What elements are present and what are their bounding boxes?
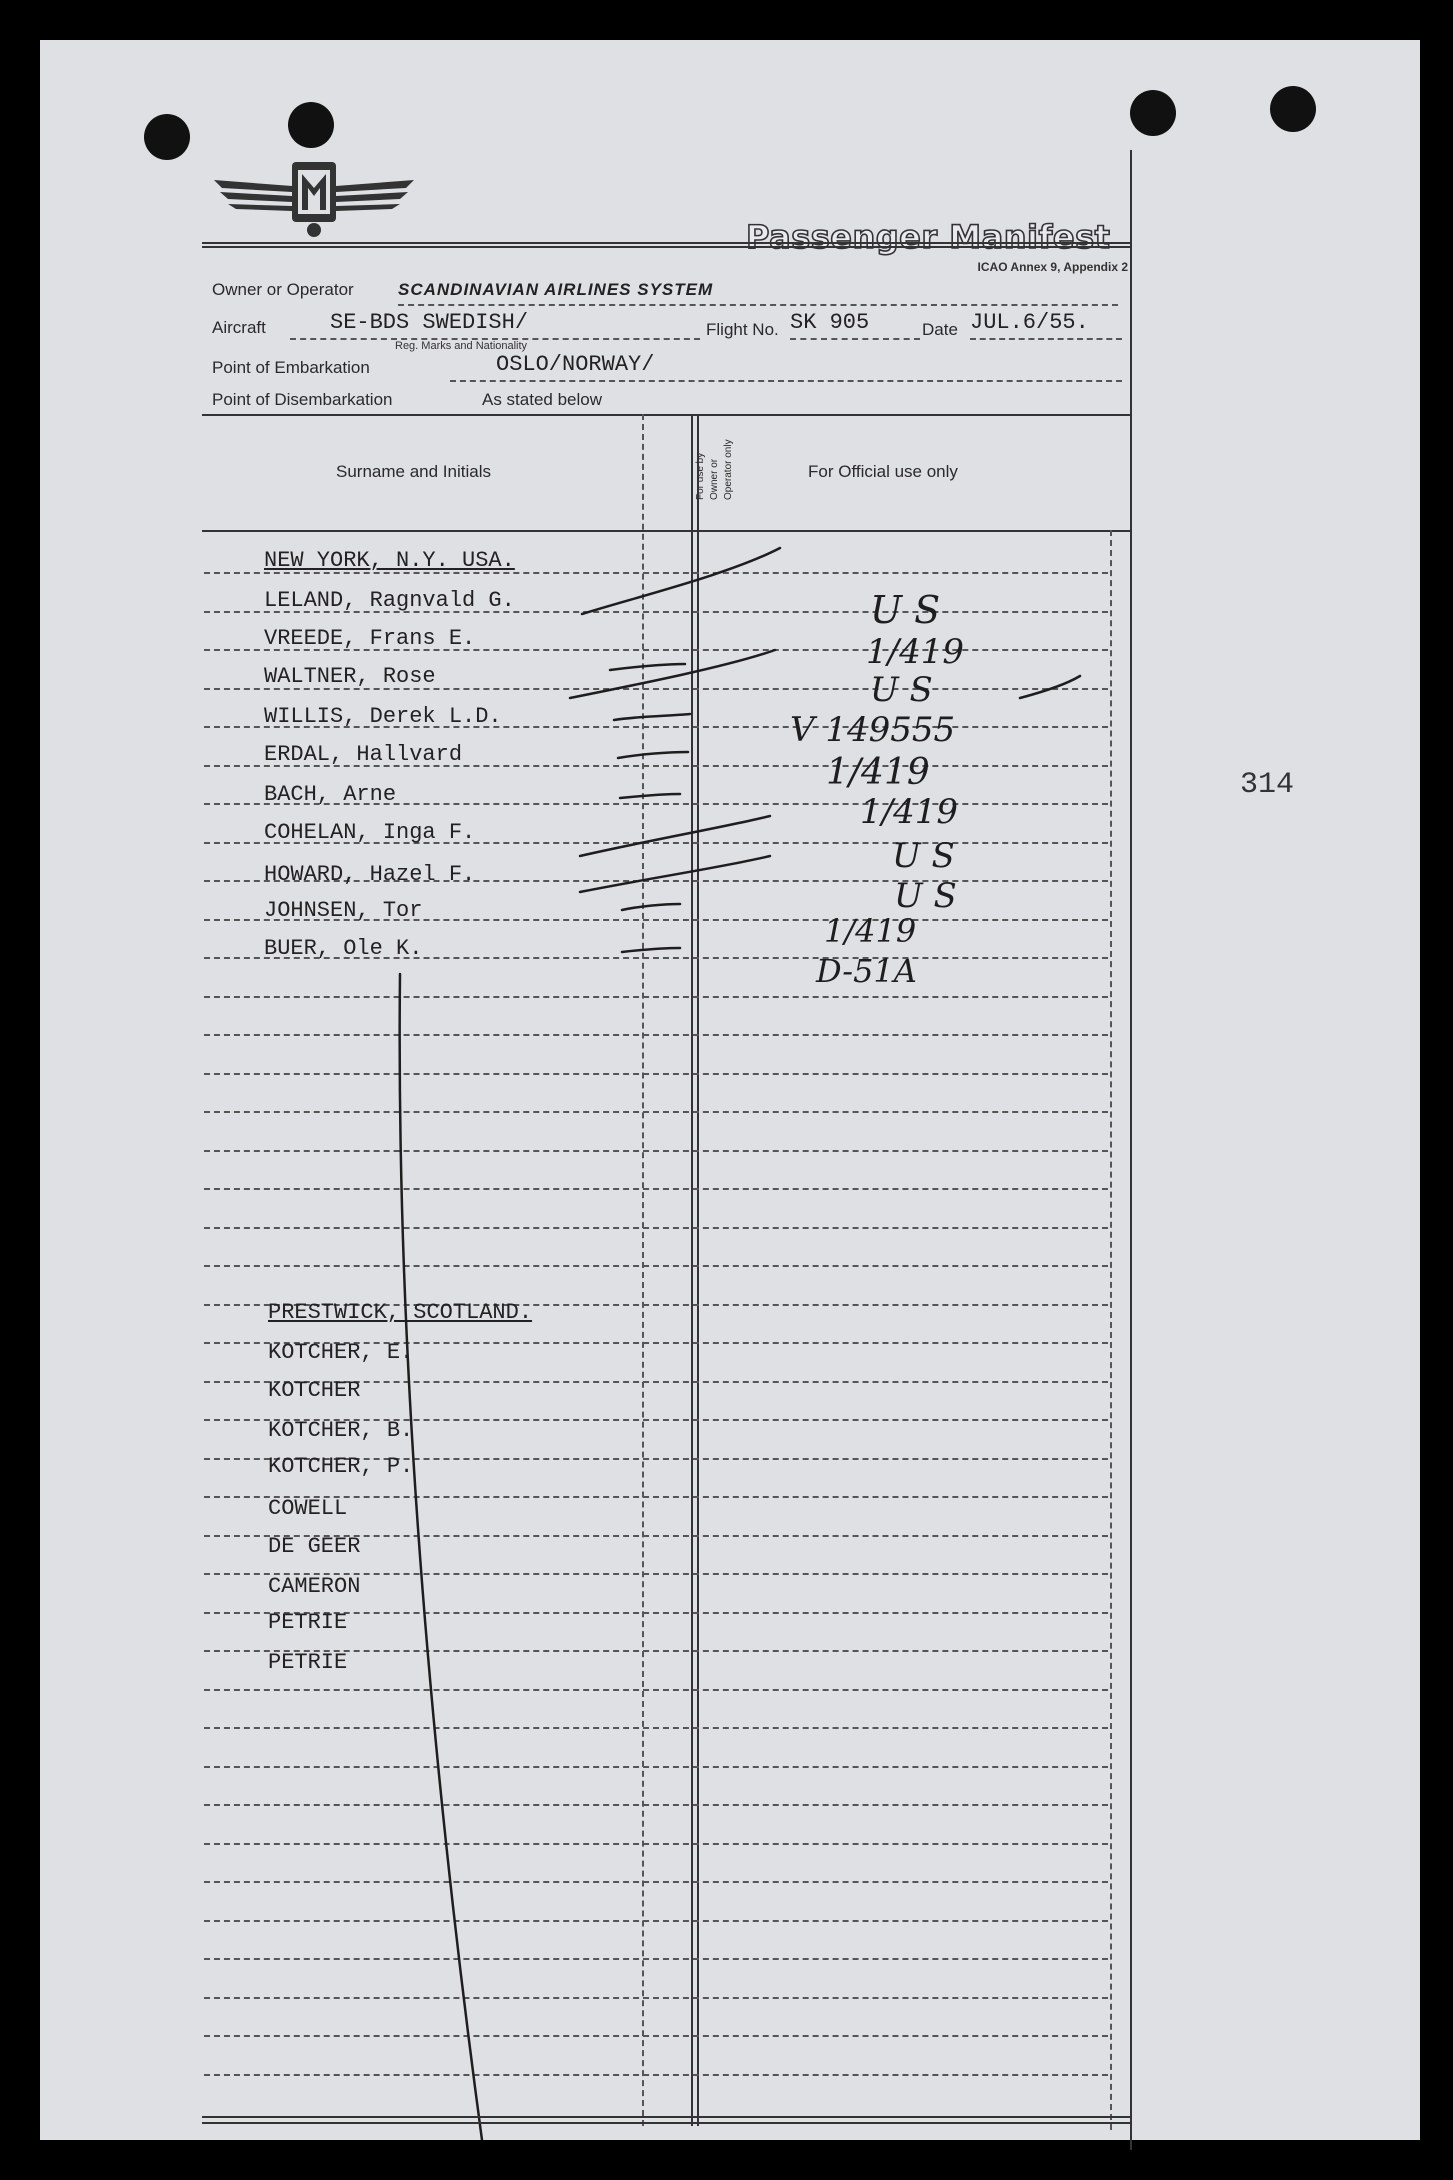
- passenger-row: COWELL: [268, 1496, 348, 1521]
- owner-label: Owner or Operator: [212, 280, 354, 299]
- passenger-row: HOWARD, Hazel F.: [264, 862, 476, 887]
- page-number: 314: [1240, 768, 1295, 802]
- passenger-row: PETRIE: [268, 1650, 348, 1675]
- disembark-label: Point of Disembarkation: [212, 390, 393, 409]
- passenger-row: KOTCHER, P.: [268, 1454, 414, 1479]
- rule: [202, 2116, 1130, 2118]
- passenger-row: KOTCHER, B.: [268, 1418, 414, 1443]
- official-note: U S: [894, 876, 957, 916]
- official-note: U S: [870, 588, 941, 632]
- manifest-page: [40, 40, 1420, 2140]
- passenger-row: JOHNSEN, Tor: [264, 898, 423, 923]
- official-note: V 149555: [790, 710, 956, 750]
- official-note: U S: [892, 836, 955, 876]
- embark-value: OSLO/NORWAY/: [496, 352, 655, 377]
- operator-header-line: For use by: [695, 452, 706, 500]
- official-note: 1/419: [860, 792, 958, 832]
- official-note: 1/419: [826, 752, 930, 793]
- aircraft-label: Aircraft: [212, 318, 266, 337]
- passenger-row: VREEDE, Frans E.: [264, 626, 476, 651]
- passenger-row: DE GEER: [268, 1534, 361, 1559]
- passenger-row: COHELAN, Inga F.: [264, 820, 476, 845]
- date-value: JUL.6/55.: [970, 310, 1089, 335]
- passenger-row: ERDAL, Hallvard: [264, 742, 463, 767]
- document-title: Passenger Manifest: [746, 218, 1111, 256]
- annex-reference: ICAO Annex 9, Appendix 2: [977, 260, 1128, 274]
- passenger-row: LELAND, Ragnvald G.: [264, 588, 515, 613]
- pen-marks: [40, 40, 1420, 2140]
- column-header-official: For Official use only: [808, 462, 958, 481]
- passenger-row: KOTCHER, E.: [268, 1340, 414, 1365]
- owner-value: SCANDINAVIAN AIRLINES SYSTEM: [398, 280, 714, 299]
- flight-value: SK 905: [790, 310, 870, 335]
- destination-heading: NEW YORK, N.Y. USA.: [264, 548, 515, 573]
- rule: [202, 2122, 1130, 2124]
- passenger-row: WILLIS, Derek L.D.: [264, 704, 502, 729]
- operator-header-line: Operator only: [723, 439, 734, 500]
- passenger-row: CAMERON: [268, 1574, 361, 1599]
- passenger-row: BACH, Arne: [264, 782, 397, 807]
- reg-note: Reg. Marks and Nationality: [395, 340, 528, 352]
- passenger-row: WALTNER, Rose: [264, 664, 436, 689]
- passenger-row: KOTCHER: [268, 1378, 361, 1403]
- aircraft-value: SE-BDS SWEDISH/: [330, 310, 529, 335]
- date-label: Date: [922, 320, 958, 339]
- passenger-row: BUER, Ole K.: [264, 936, 423, 961]
- operator-header-line: Owner or: [709, 458, 720, 500]
- column-header-surname: Surname and Initials: [336, 462, 491, 481]
- passenger-row: PETRIE: [268, 1610, 348, 1635]
- official-note: D-51A: [816, 952, 917, 990]
- disembark-value: As stated below: [482, 390, 603, 409]
- destination-heading: PRESTWICK, SCOTLAND.: [268, 1300, 533, 1325]
- embark-label: Point of Embarkation: [212, 358, 370, 377]
- official-note: 1/419: [824, 912, 917, 950]
- official-note: U S: [870, 670, 933, 710]
- official-note: 1/419: [866, 632, 964, 672]
- flight-label: Flight No.: [706, 320, 779, 339]
